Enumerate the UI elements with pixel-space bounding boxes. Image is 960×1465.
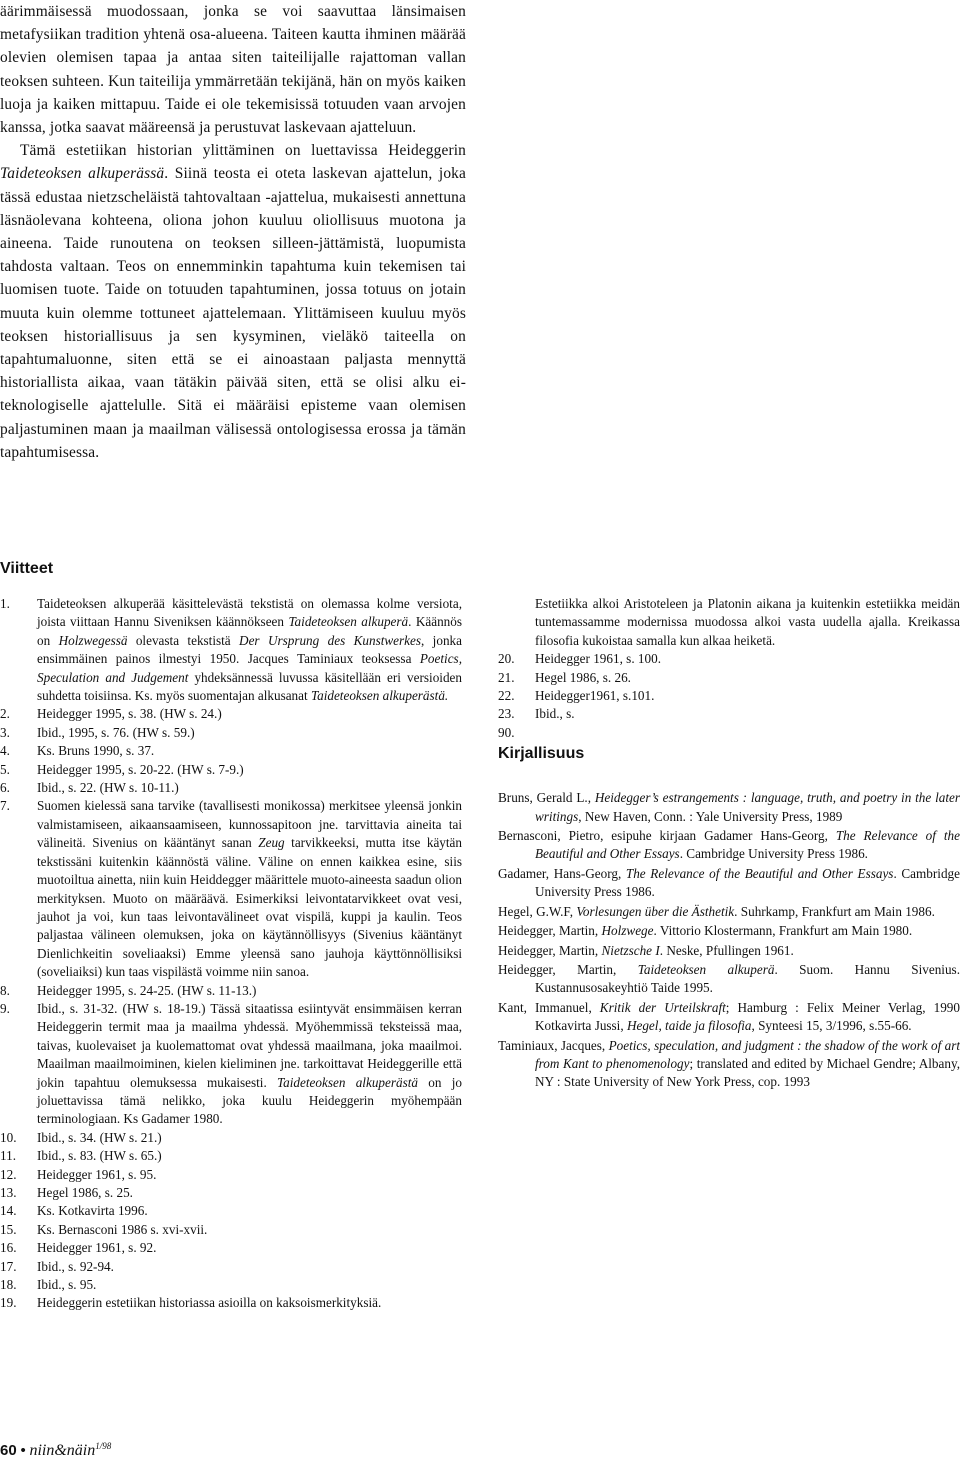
bibliography-heading: Kirjallisuus — [498, 744, 585, 762]
footnote-item — [0, 1184, 462, 1202]
footnote-0-part-9: Taideteoksen alkuperästä. — [310, 688, 449, 704]
footnote-number: 15. — [0, 1221, 17, 1237]
footnote-6-part-2: tarvikkeeksi, mutta itse käytän tekstissäni kuitenkin käännöstä väline. Väline on ennen kaikkea esine, siis muotoiltua ainetta, niin kuin Heiddegger määrittele muoto-aineesta saadun olion merkityksen. Muoto on määräävä. Esimerkiksi leivontatarvikkeet ovat vesi, jauhot ja voi, kun taas leivontavälineet ovat vispilä, kuppi ja kaulin. Teos paljastaa välineen olemuksen, joka on käytännöllisyys (Sivenius kääntänyt Dienlichkeitin soveliaaksi) Emme yleensä sano jauhoja käyttönnöllisiksi (soveliaiksi) kun taas vispilästä voimme niin sanoa. — [37, 835, 463, 980]
footnote-15-part-0: Heidegger 1961, s. 92. — [37, 1240, 157, 1256]
bib-8-part-2: ; translated and edited by Michael Gendre; Albany, NY : State University of New York Press, cop. 1993 — [535, 1055, 960, 1090]
footnote-7-part-0: Heidegger 1995, s. 24-25. (HW s. 11-13.) — [37, 982, 257, 998]
footnote-10-part-0: Ibid., s. 83. (HW s. 65.) — [37, 1148, 162, 1164]
magazine-name: niin&näin — [29, 1442, 96, 1459]
paragraph-2 — [0, 139, 466, 464]
notes-list — [0, 595, 462, 1313]
footnote-11-part-0: Heidegger 1961, s. 95. — [37, 1166, 157, 1182]
bib-2-part-0: Gadamer, Hans-Georg, — [498, 865, 626, 881]
footnote-text — [37, 1148, 162, 1163]
footnote-0-part-2: . Käännös on — [37, 614, 462, 648]
bib-6-part-1: Taideteoksen alkuperä — [637, 961, 775, 977]
paragraph-2-start: Tämä estetiikan historian ylittäminen on luettavissa Heideggerin — [20, 142, 466, 160]
bib-3-part-2: . Suhrkamp, Frankfurt am Main 1986. — [734, 903, 935, 919]
bib-5-part-1: Nietzsche I — [601, 942, 660, 958]
bib-5-part-0: Heidegger, Martin, — [498, 942, 602, 958]
footnote-2-part-0: Ibid., 1995, s. 76. (HW s. 59.) — [37, 724, 195, 740]
bibliography-entry — [498, 999, 960, 1036]
bib-6-part-2: . Suom. Hannu Sivenius. Kustannusosakeyhtiö Taide 1995. — [535, 961, 960, 996]
book-title-taideteoksen-alkupera: Taideteoksen alkuperässä — [0, 165, 165, 183]
footnote-number: 12. — [0, 1166, 17, 1182]
footnote-number: 2. — [0, 706, 10, 722]
footnote-9-part-0: Ibid., s. 34. (HW s. 21.) — [37, 1129, 162, 1145]
main-body-text — [0, 0, 466, 464]
paragraph-1: äärimmäisessä muodossaan, jonka se voi saavuttaa länsimaisen metafysiikan tradition yhtenä osa-alueena. Taiteen kautta ihminen määrää olevien olemisen tapaa ja antaa siten taiteilijalle rajattoman vallan teoksen suhteen. Kun taiteilija ymmärretään tekijänä, hän on myös kaiken luoja ja kaiken mittapuu. Taide ei ole tekemisissä totuuden vaan arvojen kanssa, jotka saavat määreensä ja perustuvat laskevaan ajatteluun. — [0, 3, 466, 137]
footnote-number: 21. — [498, 669, 515, 685]
footnote-item — [0, 1276, 462, 1294]
footnote-item — [0, 742, 462, 760]
footnote-text: Ibid., s. — [535, 706, 575, 722]
footnote-0-part-3: Holzwegessä — [58, 632, 128, 648]
footnote-item — [0, 705, 462, 723]
bib-7-part-2: ; Hamburg : Felix Meiner Verlag, 1990 Kotkavirta Jussi, — [535, 999, 960, 1034]
bib-3-part-1: Vorlesungen über die Ästhetik — [576, 903, 735, 919]
footnote-number: 11. — [0, 1148, 16, 1164]
footnote-text — [37, 762, 244, 777]
footnote-item — [0, 1000, 462, 1129]
footnote-0-part-8: yhdeksännessä luvussa käsitellään eri versioiden suhdetta toisiinsa. Ks. myös suomentajan alkusanat — [37, 669, 462, 704]
bibliography-entry — [498, 827, 960, 864]
footnote-text — [37, 1167, 156, 1182]
bib-7-part-0: Kant, Immanuel, — [498, 999, 600, 1015]
note-19-continuation: Estetiikka alkoi Aristoteleen ja Platonin aikana ja kuitenkin estetiikka meidän tuntemassamme modernissa muodossa alkoi vasta uudella ajalla. Kreikassa filosofia kukoistaa samalla kun alkaa heiketä. — [535, 596, 960, 648]
footnote-item — [0, 797, 462, 981]
bib-8-part-1: Poetics, speculation, and judgment : the shadow of the work of art from Kant to phenomenology — [535, 1037, 960, 1071]
footnote-item — [0, 761, 462, 779]
footnote-8-part-0: Ibid., s. 31-32. (HW s. 18-19.) Tässä sitaatissa esiintyvät ensimmäisen kerran Heideggerin termit maa ja maailma yhdessä. Myöhemmissä teksteissä maa, taivas, kuolevaiset ja kuolemattomat ovat yhdessä maailmana, joka maailmoi. Maailman maailmoiminen, kielen kieliminen jne. tarkoittavat Heideggerille että jokin tapahtuu olemuksessa mukaisesti. — [37, 1000, 462, 1090]
footnote-0-part-7: Poetics, Speculation and Judgement — [37, 651, 462, 685]
footnote-number: 17. — [0, 1258, 17, 1274]
footnote-text: Heidegger1961, s.101. — [535, 688, 655, 704]
footnote-18-part-0: Heideggerin estetiikan historiassa asioilla on kaksoismerkityksiä. — [37, 1295, 382, 1311]
footnote-number: 6. — [0, 780, 10, 796]
footnote-6-part-0: Suomen kielessä sana tarvike (tavallisesti monikossa) merkitsee yleensä jonkin valmistamiseen, aikaansaamiseen, kunnossapitoon jne. tarvittavia aineita tai välineitä. Sivenius on kääntänyt sanan — [37, 798, 462, 851]
bib-7-part-4: , Synteesi 15, 3/1996, s.55-66. — [751, 1018, 912, 1034]
bib-1-part-2: . Cambridge University Press 1986. — [679, 846, 868, 862]
footnote-5-part-0: Ibid., s. 22. (HW s. 10-11.) — [37, 780, 179, 796]
footnote-text — [37, 1240, 156, 1255]
bib-4-part-2: . Vittorio Klostermann, Frankfurt am Main 1980. — [653, 923, 913, 939]
footnote-16-part-0: Ibid., s. 92-94. — [37, 1258, 114, 1274]
footnote-number: 19. — [0, 1295, 17, 1311]
footnote-number: 22. — [498, 688, 515, 704]
footnote-text — [37, 798, 462, 979]
footnote-text — [37, 706, 222, 721]
footnote-text — [37, 1185, 133, 1200]
footnote-text — [37, 1259, 114, 1274]
footnote-12-part-0: Hegel 1986, s. 25. — [37, 1185, 133, 1200]
footnote-item — [0, 982, 462, 1000]
footnote-number: 20. — [498, 651, 515, 667]
issue-number: 1/98 — [95, 1441, 112, 1451]
footnote-number: 23. — [498, 706, 515, 722]
footnote-0-part-6: , jonka ensimmäinen painos ilmestyi 1950. Jacques Taminiaux teoksessa — [37, 632, 462, 667]
bib-1-part-0: Bernasconi, Pietro, esipuhe kirjaan Gadamer Hans-Georg, — [498, 828, 836, 844]
footnote-item — [0, 1166, 462, 1184]
footnote-item — [0, 724, 462, 742]
footnote-number: 8. — [0, 982, 10, 998]
footnote-text — [37, 983, 256, 998]
footnote-number: 16. — [0, 1240, 17, 1256]
footnote-text — [37, 1277, 96, 1292]
footnote-item — [0, 1258, 462, 1276]
bib-0-part-2: , New Haven, Conn. : Yale University Press, 1989 — [578, 808, 843, 824]
bib-8-part-0: Taminiaux, Jacques, — [498, 1037, 609, 1053]
footnote-item — [0, 1129, 462, 1147]
footnote-item — [0, 1202, 462, 1220]
bib-5-part-2: . Neske, Pfullingen 1961. — [659, 942, 794, 958]
footnote-number: 10. — [0, 1129, 17, 1145]
footnote-item — [0, 1294, 462, 1312]
notes-heading: Viitteet — [0, 560, 54, 577]
bibliography-entry — [498, 865, 960, 902]
footnote-item — [0, 1147, 462, 1165]
footnote-item — [0, 779, 462, 797]
bib-0-part-1: Heidegger’s estrangements : language, truth, and poetry in the later writings — [535, 790, 960, 824]
bib-6-part-0: Heidegger, Martin, — [498, 961, 638, 977]
bib-2-part-2: . Cambridge University Press 1986. — [535, 865, 960, 900]
footnote-0-part-4: olevasta tekstistä — [127, 632, 240, 648]
footnote-item — [498, 705, 960, 723]
footnote-number: 7. — [0, 798, 10, 814]
footnote-item — [498, 687, 960, 705]
footnote-number: 3. — [0, 724, 10, 740]
bibliography-entry — [498, 961, 960, 998]
right-column — [498, 595, 960, 1093]
footnote-text — [37, 743, 154, 758]
footnote-number: 4. — [0, 743, 10, 759]
footnote-0-part-5: Der Ursprung des Kunstwerkes — [239, 632, 421, 648]
footnote-text — [37, 1295, 381, 1310]
footnote-item — [498, 650, 960, 668]
bibliography-list — [498, 789, 960, 1092]
bib-4-part-1: Holzwege — [601, 923, 654, 939]
bibliography-entry — [498, 789, 960, 826]
footnote-0-part-1: Taideteoksen alkuperä — [288, 614, 409, 630]
bibliography-entry — [498, 903, 960, 921]
footnote-14-part-0: Ks. Bernasconi 1986 s. xvi-xvii. — [37, 1221, 208, 1237]
bib-0-part-0: Bruns, Gerald L., — [498, 790, 595, 806]
footnote-text: Heidegger 1961, s. 100. — [535, 651, 661, 667]
footnote-text — [37, 596, 462, 703]
footnote-number: 1. — [0, 596, 10, 611]
bib-2-part-1: The Relevance of the Beautiful and Other Essays — [625, 865, 894, 881]
footnote-number: 9. — [0, 1000, 10, 1016]
footnote-4-part-0: Heidegger 1995, s. 20-22. (HW s. 7-9.) — [37, 761, 244, 777]
footnote-text — [37, 1001, 462, 1126]
page-footer — [0, 1441, 111, 1460]
footnote-8-part-2: on jo joluettavissa tämä nelikko, joka kuulu Heideggerin myöhempään terminologiaan. Ks Gadamer 1980. — [37, 1074, 463, 1127]
notes-list-continued — [498, 650, 960, 740]
footnote-text — [37, 780, 179, 795]
paragraph-2-rest: . Siinä teosta ei oteta laskevan ajattelun, joka tässä edustaa nietzscheläistä tahtovaltaan -ajattelua, mukaisesti annettuna läsnäolevana kohteena, oliona johon kuuluu oliollisuus muotona ja aineena. Taide runoutena on teoksen silleen-jättämistä, luopumista tahdosta valtaan. Teos on ennemminkin tapahtuma kuin tekemisen tai luomisen tuote. Taide on totuuden tapahtuminen, jossa totuus on jotain muuta kuin olemme tottuneet ajattelemaan. Ylittämiseen kuuluu myös teoksen historiallisuus ja sen kysyminen, vieläkö taiteella on tapahtumaluonne, siten että se ei ainoastaan paljasta mennyttä historiallista aikaa, vaan tätäkin päivää siten, että se olisi alku ei-teknologiselle ajattelulle. Sitä ei määräisi episteme vaan olemisen paljastuminen maan ja maailman välisessä ontologisessa erossa ja tämän tapahtumisessa. — [0, 165, 467, 461]
footnote-0-part-0: Taideteoksen alkuperää käsittelevästä tekstistä on olemassa kolme versiota, joista viittaan Hannu Siveniksen käännökseen — [37, 596, 462, 630]
footnote-13-part-0: Ks. Kotkavirta 1996. — [37, 1203, 148, 1219]
bib-3-part-0: Hegel, G.W.F, — [498, 903, 577, 919]
bib-1-part-1: The Relevance of the Beautiful and Other Essays — [535, 828, 960, 862]
bib-7-part-1: Kritik der Urteilskraft — [599, 999, 726, 1015]
page-number: 60 — [0, 1442, 17, 1459]
bib-4-part-0: Heidegger, Martin, — [498, 923, 602, 939]
footnote-number: 14. — [0, 1203, 17, 1219]
footnote-17-part-0: Ibid., s. 95. — [37, 1277, 97, 1293]
footnote-number: 13. — [0, 1185, 17, 1200]
footnote-item — [498, 669, 960, 687]
footnote-text — [37, 1222, 207, 1237]
bib-7-part-3: Hegel, taide ja filosofia — [626, 1018, 752, 1034]
footer-bullet: • — [20, 1442, 26, 1459]
footnote-text — [37, 1203, 148, 1218]
bibliography-entry — [498, 922, 960, 940]
footnote-number: 18. — [0, 1277, 17, 1293]
footnote-number: 90. — [498, 724, 515, 740]
footnote-item — [0, 1221, 462, 1239]
footnote-text — [37, 725, 195, 740]
footnote-item — [0, 1239, 462, 1257]
bibliography-entry — [498, 942, 960, 960]
footnote-1-part-0: Heidegger 1995, s. 38. (HW s. 24.) — [37, 706, 222, 722]
footnote-3-part-0: Ks. Bruns 1990, s. 37. — [37, 743, 155, 759]
footnote-number: 5. — [0, 761, 10, 777]
footnote-6-part-1: Zeug — [258, 835, 285, 851]
footnote-item — [0, 595, 462, 705]
footnote-text: Hegel 1986, s. 26. — [535, 669, 631, 685]
footnote-text — [37, 1130, 162, 1145]
footnote-8-part-1: Taideteoksen alkuperästä — [277, 1074, 418, 1090]
bibliography-entry — [498, 1037, 960, 1092]
